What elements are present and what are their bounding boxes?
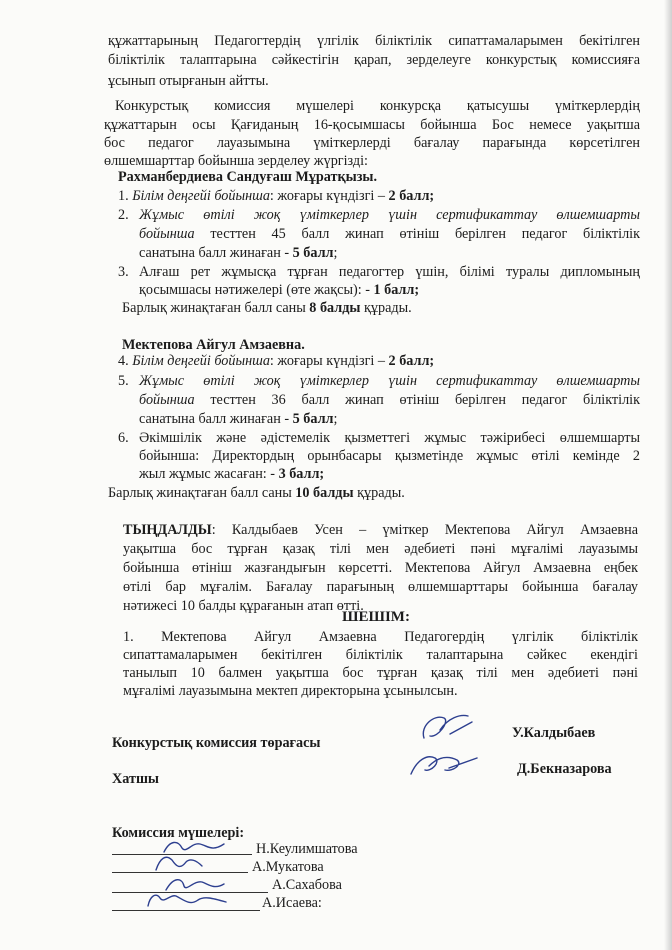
- item5-text: тесттен 36 балл жинап өтініш берілген педагог біліктілік: [210, 392, 640, 408]
- item2-label: бойынша: [139, 226, 195, 242]
- secretary-label: Хатшы: [112, 771, 159, 787]
- item2-end: ;: [333, 245, 338, 261]
- item4-line: [118, 352, 434, 370]
- item2-line-3: [139, 244, 337, 262]
- member-name-1: Н.Кеулимшатова: [256, 841, 358, 857]
- item6-line-3: [139, 465, 324, 483]
- chair-name: У.Калдыбаев: [512, 725, 596, 741]
- item6-line-1: Әкімшілік және әдістемелік қызметтегі жұмыс тәжірибесі өлшемшарты: [139, 430, 640, 446]
- secretary-signature: [405, 748, 485, 784]
- item5-line-1: Жұмыс өтілі жоқ үміткерлер үшін сертификаттау өлшемшарты: [139, 373, 640, 389]
- candidate1-total-score: 8 балды: [309, 300, 361, 316]
- item5-line-3: [139, 410, 337, 428]
- intro-line-2: біліктілік талаптарына сәйкестігін қарап, зерделеуге конкурстық комиссияға: [108, 52, 640, 68]
- decision-line-1: 1. Мектепова Айгул Амзаевна Педагогердің үлгілік біліктілік: [123, 629, 638, 645]
- item1-label: Білім деңгейі бойынша: [132, 188, 270, 204]
- heard-line-5: нәтижесі 10 балды құрағанын атап өтті.: [123, 598, 364, 614]
- member-name-2: А.Мукатова: [252, 859, 324, 875]
- item5-line-2: [139, 391, 640, 409]
- para2-line-1: Конкурстық комиссия мүшелері конкурсқа қатысушы үміткерлердің: [115, 98, 640, 114]
- scan-edge-shadow: [664, 0, 672, 950]
- intro-line-1: құжаттарының Педагогтердің үлгілік біліктілік сипаттамаларымен бекітілген: [108, 33, 640, 49]
- heard-text-1: : Калдыбаев Усен – үміткер Мектепова Айгул Амзаевна: [211, 522, 638, 538]
- item3-text-2: қосымшасы нәтижелері (өте жақсы): -: [139, 282, 370, 298]
- item3-number: 3.: [118, 264, 129, 280]
- item5-label: бойынша: [139, 392, 195, 408]
- heard-line-1: [123, 521, 638, 539]
- item6-text-3: жыл жұмыс жасаған: -: [139, 466, 276, 482]
- member-name-3: А.Сахабова: [272, 877, 342, 893]
- item2-number: 2.: [118, 207, 129, 223]
- item5-end: ;: [333, 411, 338, 427]
- candidate1-name: Рахманбердиева Сандуғаш Мұратқызы.: [118, 169, 378, 185]
- item1-text: : жоғары күндізгі –: [269, 188, 385, 204]
- item5-number: 5.: [118, 373, 129, 389]
- para2-line-4: өлшемшарттар бойынша зерделеу жүргізді:: [104, 153, 368, 169]
- item6-number: 6.: [118, 430, 129, 446]
- item2-text-3: санатына балл жинаған -: [139, 245, 290, 261]
- item1-number: 1.: [118, 188, 129, 204]
- member-name-4: А.Исаева:: [262, 895, 322, 911]
- item2-line-2: [139, 225, 640, 243]
- chair-signature: [410, 708, 480, 748]
- decision-line-2: сипаттамаларымен бекітілген біліктілік талаптарына сәйкес екендігі: [123, 647, 638, 663]
- item5-score: 5 балл: [292, 411, 334, 427]
- heard-label: ТЫҢДАЛДЫ: [123, 522, 212, 538]
- item2-score: 5 балл: [292, 245, 334, 261]
- decision-title: ШЕШІМ:: [342, 609, 410, 625]
- heard-line-4: өтілі бар мұғалім. Бағалау парағының өлшемшарттары бойынша бағалау: [123, 579, 638, 595]
- item4-label: Білім деңгейі бойынша: [132, 353, 270, 369]
- item6-line-2: бойынша: Директордың орынбасары қызметінде жұмыс өтілі кемінде 2: [139, 448, 640, 464]
- candidate2-total-suffix: құрады.: [357, 485, 405, 501]
- candidate2-name: Мектепова Айгул Амзаевна.: [122, 337, 305, 353]
- item4-text: : жоғары күндізгі –: [269, 353, 385, 369]
- item4-score: 2 балл;: [388, 353, 435, 369]
- para2-line-3: бос педагог лауазымына үміткерлерді бағалау парағында көрсетілген: [104, 135, 640, 151]
- candidate1-total: [122, 299, 412, 317]
- item3-score: 1 балл;: [373, 282, 420, 298]
- item3-line-2: [139, 281, 419, 299]
- candidate1-total-suffix: құрады.: [364, 300, 412, 316]
- intro-line-3: ұсынып отырғанын айтты.: [108, 73, 269, 89]
- item1-line: [118, 187, 434, 205]
- member-signature: [142, 888, 232, 914]
- candidate2-total: [108, 484, 405, 502]
- members-label: Комиссия мүшелері:: [112, 825, 245, 841]
- chair-label: Конкурстық комиссия төрағасы: [112, 735, 321, 751]
- candidate2-total-score: 10 балды: [295, 485, 354, 501]
- heard-line-2: уақытша бос тұрған қазақ тілі мен әдебиеті пәні мұғалімі лауазымы: [123, 541, 638, 557]
- item6-score: 3 балл;: [278, 466, 325, 482]
- item4-number: 4.: [118, 353, 129, 369]
- secretary-name: Д.Бекназарова: [517, 761, 612, 777]
- item2-text: тесттен 45 балл жинап өтініш берілген педагог біліктілік: [210, 226, 640, 242]
- heard-line-3: бойынша өтініш жазғандығын көрсетті. Мектепова Айгул Амзаевна еңбек: [123, 560, 638, 576]
- decision-line-3: танылып 10 балмен уақытша бос тұрған қазақ тілі мен әдебиеті пәні: [123, 665, 638, 681]
- decision-line-4: мұғалімі лауазымына мектеп директорына ұсынылсын.: [123, 683, 458, 699]
- item5-text-3: санатына балл жинаған -: [139, 411, 290, 427]
- item3-line-1: Алғаш рет жұмысқа тұрған педагогтер үшін, білімі туралы дипломының: [139, 264, 640, 280]
- candidate2-total-prefix: Барлық жинақтаған балл саны: [108, 485, 292, 501]
- item2-line-1: Жұмыс өтілі жоқ үміткерлер үшін сертификаттау өлшемшарты: [139, 207, 640, 223]
- item1-score: 2 балл;: [388, 188, 435, 204]
- para2-line-2: құжаттарын осы Қағиданың 16-қосымшасы бойынша Бос немесе уақытша: [104, 117, 640, 133]
- candidate1-total-prefix: Барлық жинақтаған балл саны: [122, 300, 306, 316]
